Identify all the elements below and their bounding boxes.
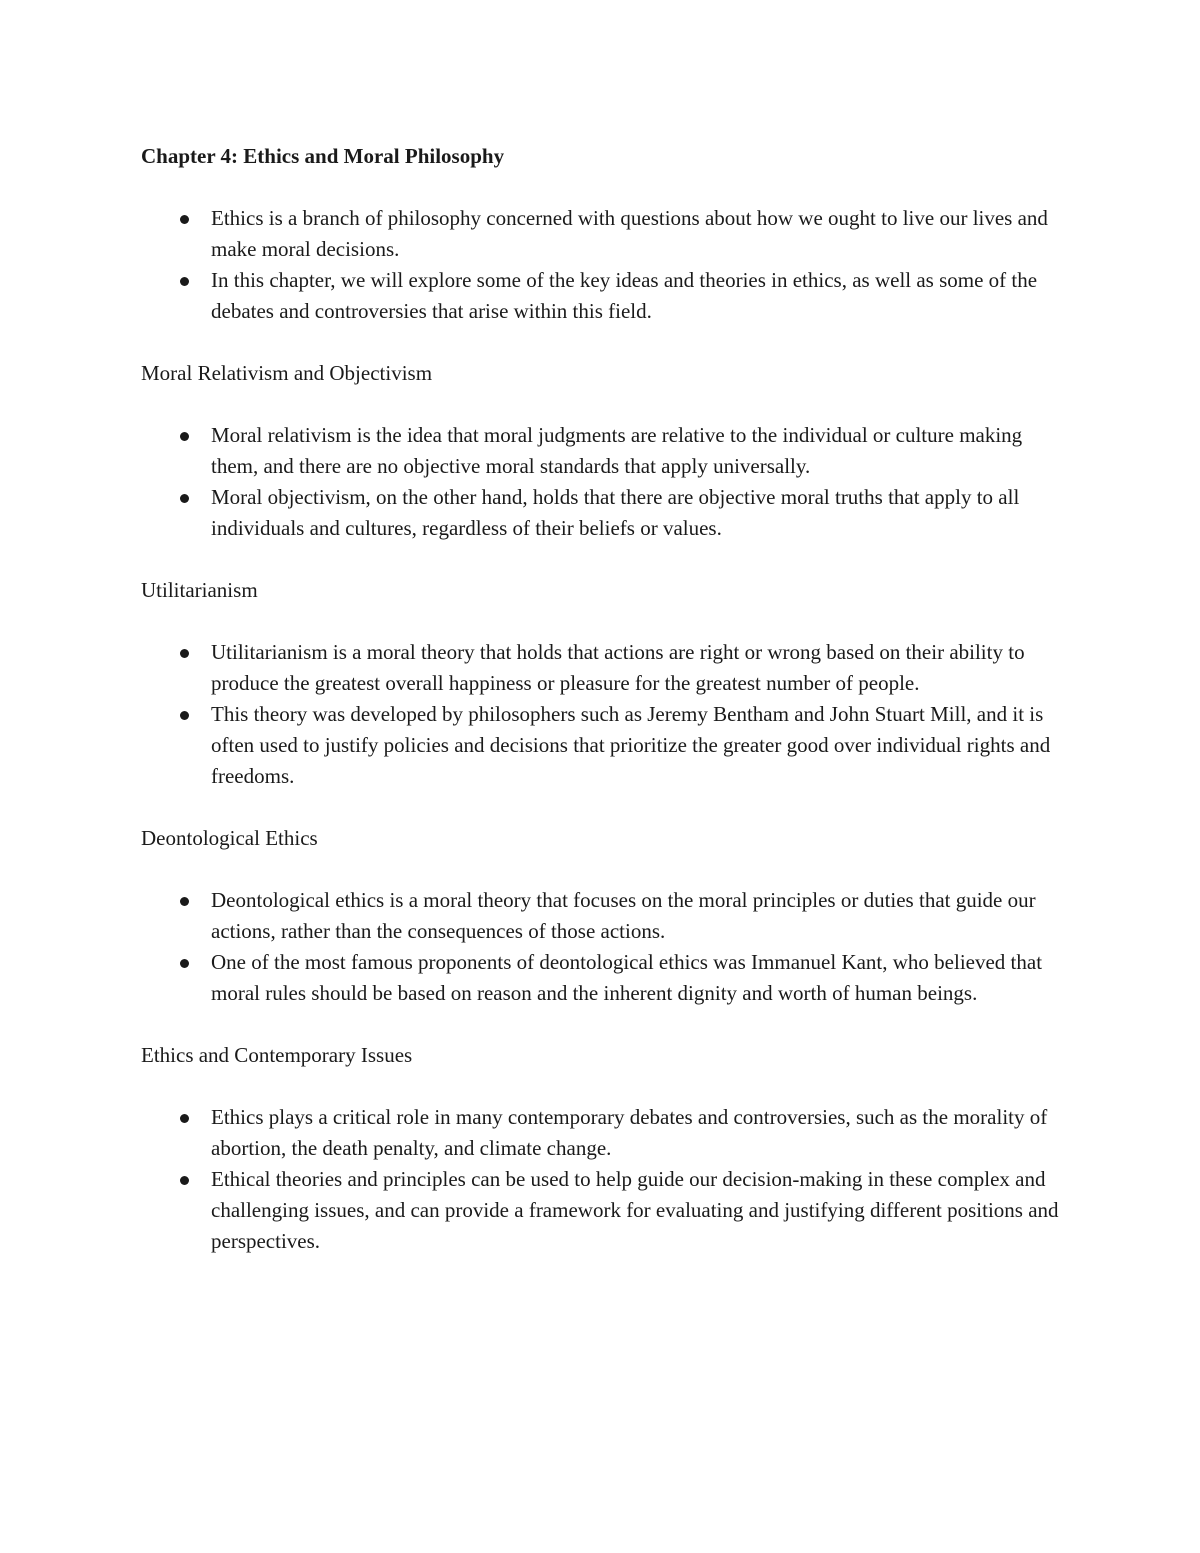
bullet-icon	[180, 494, 189, 503]
list-item	[141, 203, 1071, 265]
bullet-icon	[180, 959, 189, 968]
bullet-icon	[180, 1176, 189, 1185]
intro-bullet-list	[141, 203, 1071, 327]
list-item	[141, 482, 1071, 544]
bullet-text: This theory was developed by philosophers such as Jeremy Bentham and John Stuart Mill, and it is often used to justify policies and decisions that prioritize the greater good over individual rights and freedoms.	[211, 702, 1051, 788]
list-item	[141, 265, 1071, 327]
list-item	[141, 699, 1071, 792]
bullet-icon	[180, 649, 189, 658]
bullet-text: Ethical theories and principles can be used to help guide our decision-making in these complex and challenging issues, and can provide a framework for evaluating and justifying different positions and perspectives.	[211, 1167, 1059, 1253]
bullet-text: Moral objectivism, on the other hand, holds that there are objective moral truths that apply to all individuals and cultures, regardless of their beliefs or values.	[211, 485, 1020, 540]
deontological-bullet-list	[141, 885, 1071, 1009]
bullet-text: Deontological ethics is a moral theory that focuses on the moral principles or duties that guide our actions, rather than the consequences of those actions.	[211, 888, 1036, 943]
bullet-icon	[180, 215, 189, 224]
bullet-icon	[180, 711, 189, 720]
bullet-text: One of the most famous proponents of deontological ethics was Immanuel Kant, who believed that moral rules should be based on reason and the inherent dignity and worth of human beings.	[211, 950, 1043, 1005]
section-heading-relativism: Moral Relativism and Objectivism	[141, 361, 433, 385]
list-item	[141, 1164, 1071, 1257]
contemporary-bullet-list	[141, 1102, 1071, 1257]
chapter-title: Chapter 4: Ethics and Moral Philosophy	[141, 144, 505, 168]
list-item	[141, 947, 1071, 1009]
bullet-text: Ethics plays a critical role in many contemporary debates and controversies, such as the morality of abortion, the death penalty, and climate change.	[211, 1105, 1048, 1160]
bullet-text: Moral relativism is the idea that moral judgments are relative to the individual or culture making them, and there are no objective moral standards that apply universally.	[211, 423, 1023, 478]
bullet-icon	[180, 897, 189, 906]
bullet-text: Ethics is a branch of philosophy concerned with questions about how we ought to live our lives and make moral decisions.	[211, 206, 1048, 261]
section-heading-contemporary: Ethics and Contemporary Issues	[141, 1043, 413, 1067]
relativism-bullet-list	[141, 420, 1071, 544]
bullet-text: Utilitarianism is a moral theory that holds that actions are right or wrong based on their ability to produce the greatest overall happiness or pleasure for the greatest number of people.	[211, 640, 1025, 695]
utilitarianism-bullet-list	[141, 637, 1071, 792]
list-item	[141, 637, 1071, 699]
list-item	[141, 885, 1071, 947]
bullet-text: In this chapter, we will explore some of the key ideas and theories in ethics, as well as some of the debates and controversies that arise within this field.	[211, 268, 1038, 323]
bullet-icon	[180, 1114, 189, 1123]
document-body	[141, 141, 1071, 1288]
list-item	[141, 1102, 1071, 1164]
section-heading-deontological: Deontological Ethics	[141, 826, 318, 850]
bullet-icon	[180, 432, 189, 441]
bullet-icon	[180, 277, 189, 286]
section-heading-utilitarianism: Utilitarianism	[141, 578, 258, 602]
list-item	[141, 420, 1071, 482]
